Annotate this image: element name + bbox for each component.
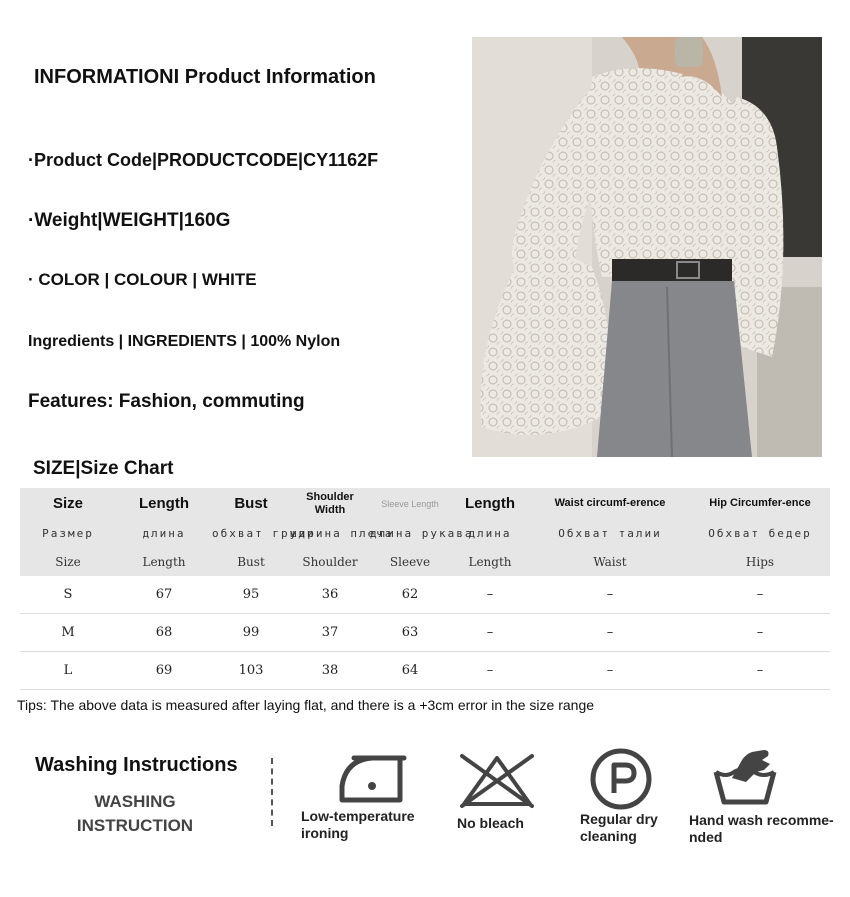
header-short-shoulder: Shoulder: [302, 555, 358, 569]
header-ru-length-2: длина: [468, 527, 512, 540]
iron-label-line2: ironing: [301, 825, 349, 841]
size-chart-table: [20, 488, 830, 690]
table-cell: 99: [242, 625, 260, 640]
table-cell: 68: [155, 625, 173, 640]
header-ru-hip: Обхват бедер: [708, 527, 812, 540]
table-row: [20, 614, 830, 652]
table-cell: –: [756, 587, 764, 602]
header-row-en: [20, 488, 830, 519]
table-cell: S: [63, 587, 73, 602]
table-cell: –: [606, 663, 614, 678]
washing-subtitle: [60, 790, 210, 838]
table-cell: 67: [155, 587, 173, 602]
header-waist: Waist circumf-erence: [554, 497, 666, 509]
header-hip: Hip Circumfer-ence: [709, 497, 811, 509]
header-row-short: [20, 548, 830, 576]
hand-wash-icon: [712, 748, 778, 813]
product-features: Features: Fashion, commuting: [28, 391, 305, 412]
table-cell: 95: [242, 587, 260, 602]
header-ru-length: длина: [142, 527, 186, 540]
header-short-sleeve: Sleeve: [389, 555, 431, 569]
header-short-length: Length: [142, 555, 186, 569]
header-ru-sleeve: длина рукава: [370, 527, 474, 540]
header-short-waist: Waist: [593, 555, 627, 569]
dry-clean-p-icon: [589, 747, 653, 816]
table-cell: –: [486, 625, 494, 640]
table-cell: 63: [401, 625, 419, 640]
table-cell: –: [486, 587, 494, 602]
hand-wash-label-line2: nded: [689, 829, 723, 845]
no-bleach-label: [457, 815, 524, 832]
dry-clean-label: [580, 811, 658, 845]
product-ingredients: Ingredients | INGREDIENTS | 100% Nylon: [28, 333, 341, 350]
table-cell: –: [756, 625, 764, 640]
table-cell: 69: [155, 663, 173, 678]
size-chart-title: SIZE|Size Chart: [33, 458, 174, 479]
header-row-ru: [20, 519, 830, 548]
table-row: [20, 652, 830, 690]
no-bleach-icon: [458, 752, 536, 813]
table-cell: 37: [321, 625, 339, 640]
header-shoulder-width: Shoulder Width: [306, 490, 354, 516]
table-cell: 103: [238, 663, 264, 678]
table-row: [20, 576, 830, 614]
table-cell: 38: [321, 663, 339, 678]
product-color: · COLOR | COLOUR | WHITE: [28, 270, 257, 289]
product-info-title: INFORMATIONI Product Information: [34, 66, 376, 88]
header-ru-bust: обхват груди: [212, 527, 316, 540]
product-photo: [472, 37, 822, 457]
washing-title: Washing Instructions: [35, 754, 238, 776]
table-cell: M: [61, 625, 75, 640]
iron-label-line1: Low-temperature: [301, 808, 415, 824]
dry-clean-label-line1: Regular dry: [580, 811, 658, 827]
header-short-hip: Hips: [745, 555, 775, 569]
no-bleach-label-line1: No bleach: [457, 815, 524, 831]
washing-divider: [271, 758, 273, 826]
size-tips: Tips: The above data is measured after laying flat, and there is a +3cm error in the size range: [17, 697, 595, 713]
header-size: Size: [52, 495, 83, 512]
header-length-2: Length: [465, 495, 515, 512]
hand-wash-label: [689, 812, 834, 846]
header-ru-size: Размер: [42, 527, 94, 540]
product-code: ·Product Code|PRODUCTCODE|CY1162F: [28, 150, 379, 170]
header-length: Length: [139, 495, 189, 512]
header-short-length-2: Length: [468, 555, 512, 569]
table-cell: 36: [321, 587, 339, 602]
header-bust: Bust: [234, 495, 268, 512]
table-cell: –: [606, 625, 614, 640]
table-cell: 62: [401, 587, 419, 602]
table-cell: –: [756, 663, 764, 678]
washing-subtitle-line1: WASHING: [94, 792, 176, 811]
iron-icon: [338, 752, 408, 811]
header-sleeve-length: Sleeve Length: [381, 498, 439, 509]
product-weight: ·Weight|WEIGHT|160G: [28, 210, 231, 231]
table-cell: L: [63, 663, 73, 678]
header-ru-shoulder: ширина плеча: [290, 527, 394, 540]
header-short-bust: Bust: [237, 555, 265, 569]
hand-wash-label-line1: Hand wash recomme-: [689, 812, 834, 828]
washing-subtitle-line2: INSTRUCTION: [76, 816, 194, 835]
header-ru-waist: Обхват талии: [558, 527, 662, 540]
header-short-size: Size: [55, 555, 81, 569]
dry-clean-label-line2: cleaning: [580, 828, 637, 844]
iron-label: [301, 808, 415, 842]
table-cell: 64: [401, 663, 419, 678]
table-cell: –: [606, 587, 614, 602]
table-cell: –: [486, 663, 494, 678]
